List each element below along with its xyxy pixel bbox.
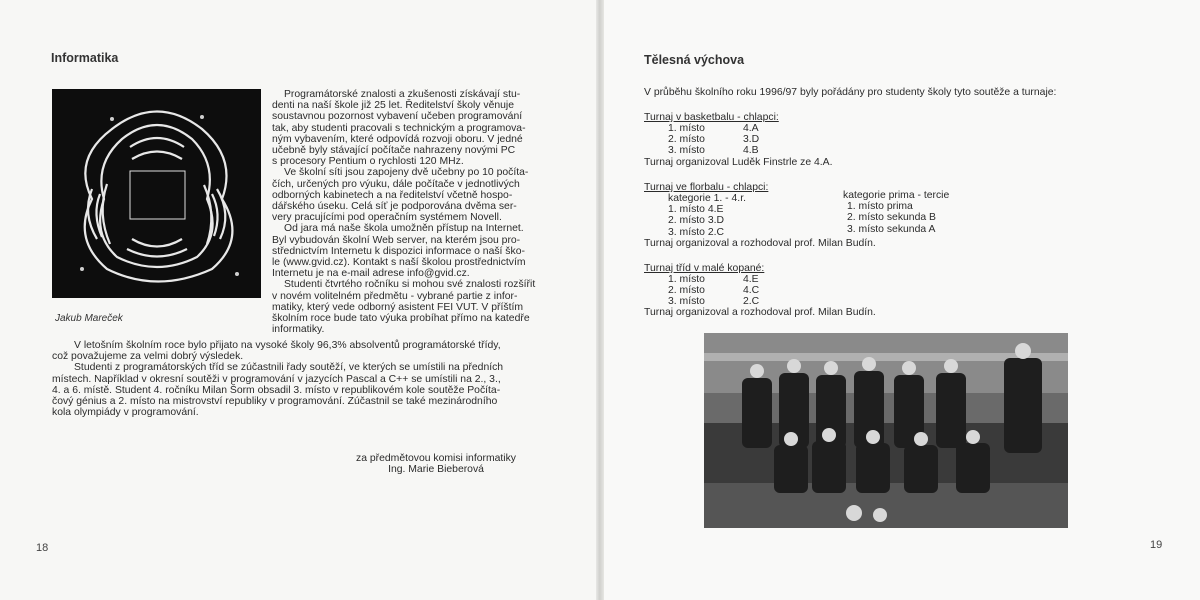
floorball-organizer: Turnaj organizoval a rozhodoval prof. Milan Budín. — [644, 238, 876, 249]
informatika-text-line: Studenti čtvrtého ročníku si mohou své znalosti rozšířit — [284, 279, 536, 291]
basketball-organizer: Turnaj organizoval Luděk Finstrle ze 4.A. — [644, 157, 833, 168]
place-label: 2. místo — [668, 285, 705, 297]
floorball-category-2 — [843, 190, 949, 235]
informatika-text-line: ným vybavením, které odpovídá rozvoji oboru. V jedné — [272, 133, 523, 145]
basketball-results — [668, 123, 759, 157]
informatika-text-line: čový génius a 2. místo na mistrovství republiky v programování. Zúčastnil se také mezinárodního — [52, 396, 498, 408]
category-2-label: kategorie prima - tercie — [843, 190, 950, 201]
informatika-full-text — [52, 340, 570, 418]
place-label: 3. místo — [668, 145, 705, 157]
place-label: 1. místo — [668, 123, 705, 134]
basketball-result-row — [668, 123, 759, 134]
informatika-text-line: Ve školní síti jsou zapojeny dvě učebny po 10 počíta- — [284, 167, 529, 179]
artwork-image — [52, 89, 261, 298]
page-number-right: 19 — [1150, 539, 1163, 551]
informatika-text-line: Byl vybudován školní Web server, na kterém jsou pro- — [272, 234, 521, 246]
informatika-text-line: s procesory Pentium o rychlosti 120 MHz. — [272, 156, 464, 168]
informatika-text-line: soustavnou pozornost vybavení učeben programování — [272, 111, 523, 123]
football-results — [668, 274, 759, 308]
class-label: 4.B — [743, 145, 759, 157]
abstract-drawing — [52, 89, 261, 298]
football-result-row — [668, 274, 759, 285]
informatika-text-line: Programátorské znalosti a zkušenosti získávají stu- — [284, 89, 521, 100]
basketball-result-row — [668, 145, 759, 156]
football-result-row — [668, 285, 759, 296]
class-label: 4.A — [743, 123, 759, 134]
place-label: 2. místo — [668, 134, 705, 146]
informatika-text-line: Od jara má naše škola umožněn přístup na Internet. — [284, 223, 524, 235]
intro-text: V průběhu školního roku 1996/97 byly pořádány pro studenty školy tyto soutěže a turnaje: — [644, 87, 1057, 98]
informatika-side-text — [272, 89, 570, 335]
category-1-row: 3. místo 2.C — [668, 226, 725, 238]
category-2-row: 2. místo sekunda B — [847, 212, 936, 224]
informatika-text-line: místech. Například v okresní soutěži v programování v jazycích Pascal a C++ se umístili na 2., 3., — [52, 373, 501, 385]
informatika-text-line: matiky, který vede odborný asistent FEI VUT. V příštím — [272, 301, 523, 313]
page-title-informatika: Informatika — [51, 51, 119, 65]
informatika-text-line: Internetu je na e-mail adrese info@gvid.cz. — [272, 268, 470, 280]
football-organizer: Turnaj organizoval a rozhodoval prof. Milan Budín. — [644, 307, 876, 318]
class-label: 3.D — [743, 134, 760, 146]
informatika-text-line: čích, určených pro výuku, dále počítače v jednotlivých — [272, 178, 520, 190]
informatika-text-line: v novém volitelném předmětu - vybrané partie z infor- — [272, 290, 518, 302]
informatika-text-line: Studenti z programátorských tříd se zúčastnili řady soutěží, ve kterých se umístili na předních — [74, 362, 504, 374]
team-photo — [704, 333, 1068, 528]
place-label: 3. místo — [668, 296, 705, 308]
informatika-text-line: V letošním školním roce bylo přijato na vysoké školy 96,3% absolventů programátorské třídy, — [74, 340, 501, 351]
category-1-label: kategorie 1. - 4.r. — [668, 193, 746, 204]
page-number-left: 18 — [36, 542, 49, 554]
floorball-heading: Turnaj ve florbalu - chlapci: — [644, 182, 769, 193]
basketball-heading: Turnaj v basketbalu - chlapci: — [644, 112, 779, 123]
category-1-row: 2. místo 3.D — [668, 215, 725, 227]
informatika-text-line: informatiky. — [272, 324, 325, 336]
image-caption: Jakub Mareček — [55, 313, 123, 324]
informatika-text-line: le (www.gvid.cz). Kontakt s naší školou prostřednictvím — [272, 257, 526, 269]
football-result-row — [668, 296, 759, 307]
class-label: 4.E — [743, 274, 759, 285]
informatika-text-line: tak, aby studenti pracovali s technickým a programova- — [272, 122, 526, 134]
category-1-row: 1. místo 4.E — [668, 204, 724, 216]
informatika-text-line: very pracujícími pod operačním systémem Novell. — [272, 212, 502, 224]
place-label: 1. místo — [668, 274, 705, 285]
informatika-text-line: školním roce bude tato výuka probíhat přímo na katedře — [272, 313, 530, 325]
football-heading: Turnaj tříd v malé kopané: — [644, 263, 765, 274]
class-label: 4.C — [743, 285, 760, 297]
category-2-row: 3. místo sekunda A — [847, 223, 936, 235]
informatika-text-line: dářského úseku. Celá síť je podporována dvěma ser- — [272, 201, 517, 213]
informatika-text-line: střednictvím Internetu k dispozici informace o naší ško- — [272, 245, 525, 257]
page-title-telesna: Tělesná výchova — [644, 53, 745, 67]
informatika-text-line: denti na naší škole již 25 let. Ředitelství školy věnuje — [272, 100, 514, 112]
class-label: 2.C — [743, 296, 760, 308]
floorball-category-1 — [668, 193, 746, 238]
informatika-text-line: učebně byly stávající počítače nahrazeny novými PC — [272, 145, 516, 157]
informatika-text-line: což považujeme za velmi dobrý výsledek. — [52, 351, 244, 363]
signature-line-2: Ing. Marie Bieberová — [388, 464, 484, 476]
signature-line-1: za předmětovou komisi informatiky — [356, 453, 516, 464]
signature-block — [346, 453, 526, 475]
book-spine — [596, 0, 604, 600]
informatika-text-line: kola olympiády v programování. — [52, 407, 199, 419]
informatika-text-line: odborných kabinetech a na ředitelství včetně hospo- — [272, 189, 513, 201]
category-2-row: 1. místo prima — [847, 201, 913, 213]
basketball-result-row — [668, 134, 759, 145]
team-photo-drawing — [704, 333, 1068, 528]
informatika-text-line: 4. a 6. místě. Student 4. ročníku Milan Šorm obsadil 3. místo v republikovém kole soutěže Počíta- — [52, 384, 501, 396]
